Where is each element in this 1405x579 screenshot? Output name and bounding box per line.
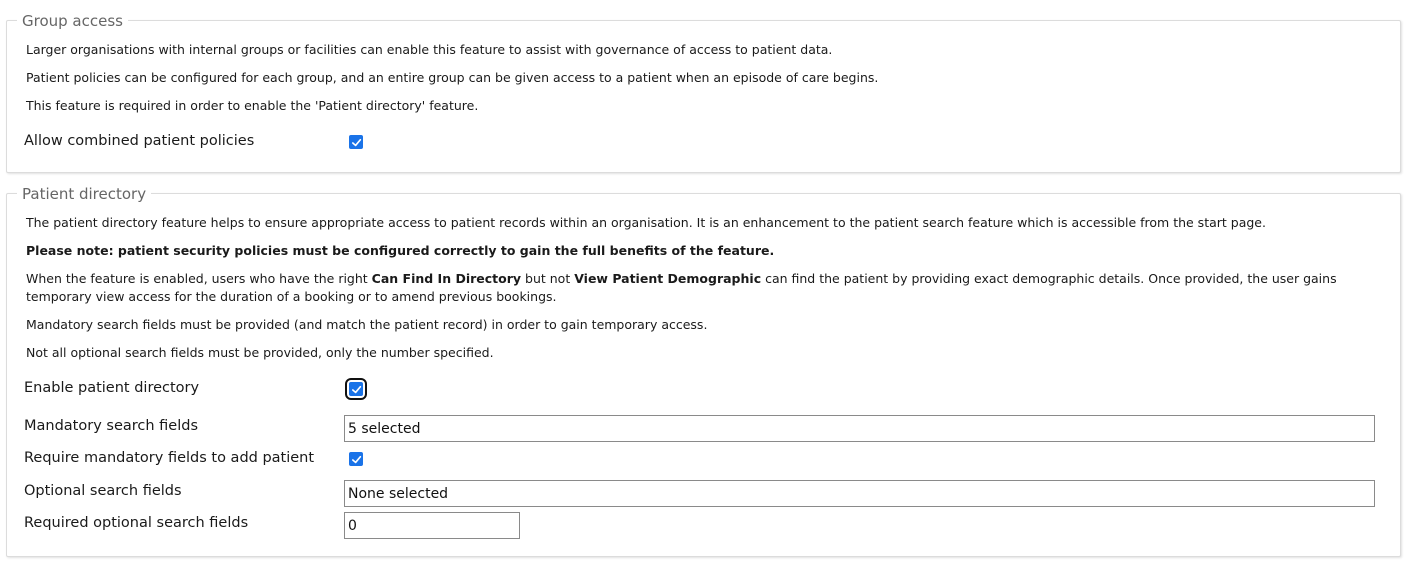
directory-rights-text — [26, 270, 1371, 306]
mandatory-fields-label: Mandatory search fields — [24, 418, 198, 434]
right-view-demographic: View Patient Demographic — [574, 271, 762, 286]
enable-directory-label: Enable patient directory — [24, 380, 200, 396]
right-can-find: Can Find In Directory — [371, 271, 522, 286]
patient-directory-panel — [6, 185, 1401, 557]
require-mandatory-checkbox[interactable] — [349, 452, 363, 466]
directory-note-wrap — [26, 242, 774, 260]
group-access-desc-3: This feature is required in order to enable the 'Patient directory' feature. — [26, 98, 479, 113]
mandatory-text: Mandatory search fields must be provided (and match the patient record) in order to gain temporary access. — [26, 317, 708, 332]
checkmark-icon — [351, 454, 362, 465]
directory-intro: The patient directory feature helps to ensure appropriate access to patient records within an organisation. It is an enhancement to the patient search feature which is accessible from the start page. — [26, 215, 1266, 230]
required-optional-label: Required optional search fields — [24, 515, 249, 531]
group-access-panel — [6, 12, 1401, 173]
checkmark-icon — [351, 137, 362, 148]
rights-text-2: but not — [521, 271, 575, 286]
optional-fields-select[interactable]: None selected — [344, 480, 1375, 507]
checkmark-icon — [351, 384, 362, 395]
allow-combined-label: Allow combined patient policies — [24, 133, 255, 149]
group-access-title: Group access — [17, 12, 128, 30]
optional-text: Not all optional search fields must be provided, only the number specified. — [26, 345, 494, 360]
optional-fields-label: Optional search fields — [24, 483, 182, 499]
rights-text-1: When the feature is enabled, users who have the right — [26, 271, 372, 286]
enable-directory-checkbox[interactable] — [349, 382, 363, 396]
rights-text-3: can find the patient by providing exact demographic details. Once provided, the user gains temporary view access for the duration of a booking or to amend previous bookings. — [26, 271, 1337, 304]
required-optional-input[interactable]: 0 — [344, 512, 520, 539]
group-access-desc-2: Patient policies can be configured for each group, and an entire group can be given access to a patient when an episode of care begins. — [26, 70, 879, 85]
group-access-desc-1: Larger organisations with internal groups or facilities can enable this feature to assist with governance of access to patient data. — [26, 42, 833, 57]
patient-directory-title: Patient directory — [17, 185, 151, 203]
directory-note: Please note: patient security policies must be configured correctly to gain the full benefits of the feature. — [26, 243, 775, 258]
require-mandatory-label: Require mandatory fields to add patient — [24, 450, 315, 466]
mandatory-fields-select[interactable]: 5 selected — [344, 415, 1375, 442]
allow-combined-checkbox[interactable] — [349, 135, 363, 149]
